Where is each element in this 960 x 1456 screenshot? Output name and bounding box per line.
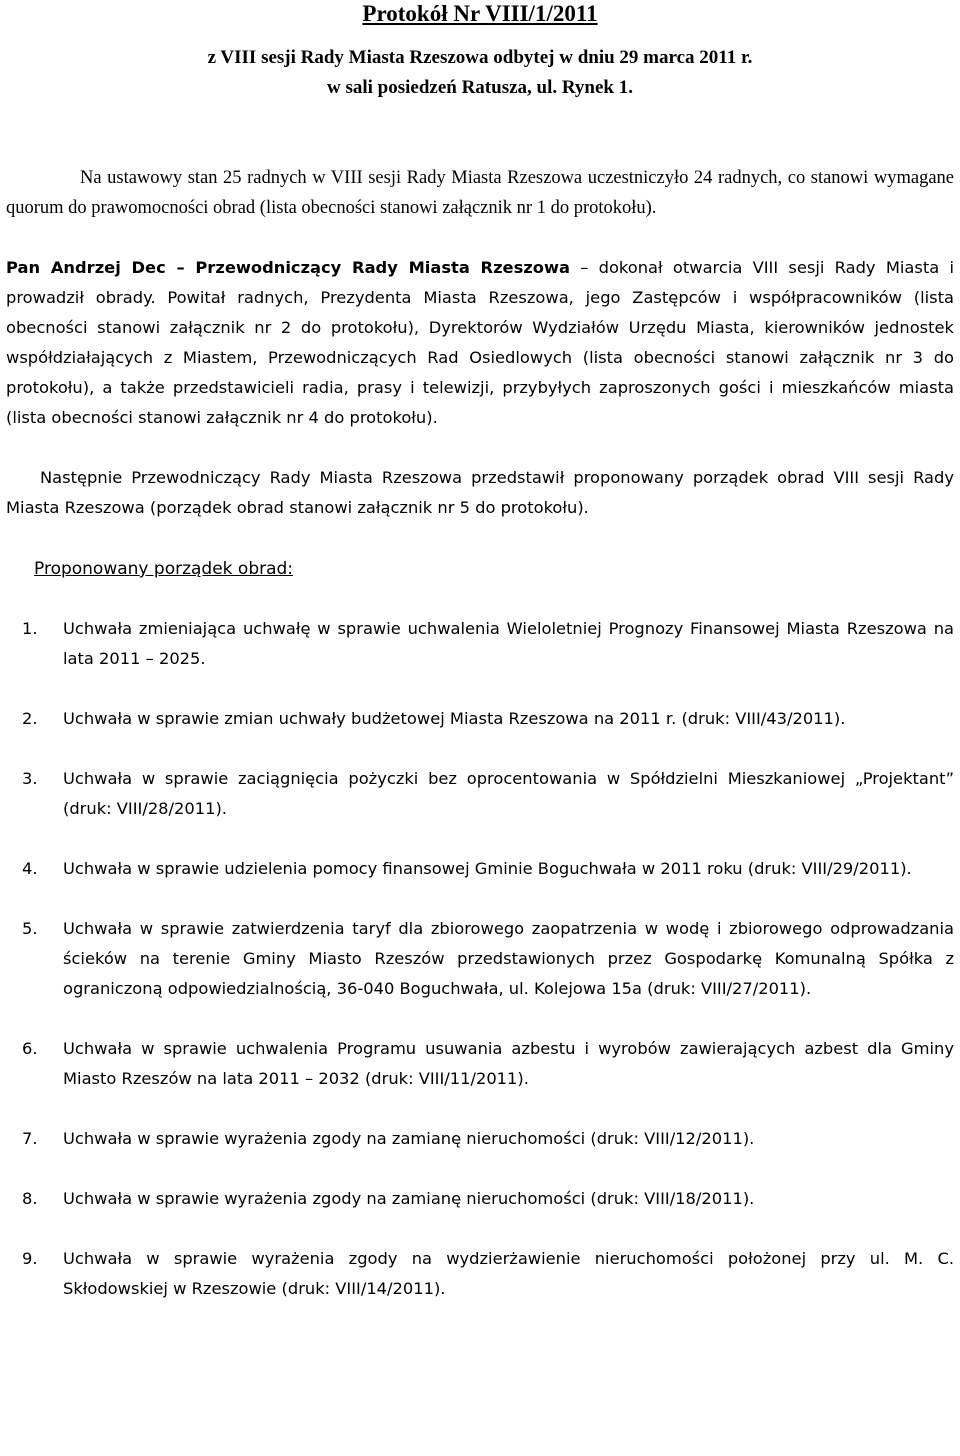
agenda-item	[6, 614, 954, 674]
agenda-item-text: Uchwała w sprawie zaciągnięcia pożyczki bez oprocentowania w Spółdzielni Mieszkaniowej „Projektant” (druk: VIII/28/2011).	[63, 769, 954, 818]
agenda-item	[6, 1244, 954, 1304]
agenda-item-number: 7.	[22, 1129, 38, 1148]
agenda-item	[6, 1034, 954, 1094]
agenda-item-number: 1.	[22, 619, 38, 638]
paragraph-agenda-intro: Następnie Przewodniczący Rady Miasta Rzeszowa przedstawił proponowany porządek obrad VIII sesji Rady Miasta Rzeszowa (porządek obrad stanowi załącznik nr 5 do protokołu).	[6, 468, 954, 517]
agenda-item-text: Uchwała w sprawie wyrażenia zgody na zamianę nieruchomości (druk: VIII/18/2011).	[63, 1189, 755, 1208]
agenda-item-number: 6.	[22, 1039, 38, 1058]
subtitle-line-2: w sali posiedzeń Ratusza, ul. Rynek 1.	[326, 77, 633, 98]
agenda-item-text: Uchwała w sprawie zatwierdzenia taryf dla zbiorowego zaopatrzenia w wodę i zbiorowego odprowadzania ścieków na terenie Gminy Miasto Rzeszów przedstawionych przez Gospodarkę Komunalną Spółka z ograniczoną odpowiedzialnością, 36-040 Boguchwała, ul. Kolejowa 15a (druk: VIII/27/2011).	[63, 919, 954, 998]
agenda-item-text: Uchwała zmieniająca uchwałę w sprawie uchwalenia Wieloletniej Prognozy Finansowej Miasta Rzeszowa na lata 2011 – 2025.	[63, 619, 954, 668]
agenda-list	[6, 614, 954, 1304]
agenda-item	[6, 914, 954, 1004]
document-title: Protokół Nr VIII/1/2011	[362, 1, 598, 26]
agenda-item-text: Uchwała w sprawie zmian uchwały budżetowej Miasta Rzeszowa na 2011 r. (druk: VIII/43/2011).	[63, 709, 846, 728]
agenda-item	[6, 704, 954, 734]
agenda-item-number: 4.	[22, 859, 38, 878]
subtitle-line-1: z VIII sesji Rady Miasta Rzeszowa odbytej w dniu 29 marca 2011 r.	[207, 47, 753, 68]
agenda-item-number: 8.	[22, 1189, 38, 1208]
agenda-item-number: 3.	[22, 769, 38, 788]
chairman-name: Pan Andrzej Dec – Przewodniczący Rady Miasta Rzeszowa	[6, 258, 570, 277]
paragraph-opening-text: – dokonał otwarcia VIII sesji Rady Miasta i prowadził obrady. Powitał radnych, Prezydenta Miasta Rzeszowa, jego Zastępców i współpracowników (lista obecności stanowi załącznik nr 2 do protokołu), Dyrektorów Wydziałów Urzędu Miasta, kierowników jednostek współdziałających z Miastem, Przewodniczących Rad Osiedlowych (lista obecności stanowi załącznik nr 3 do protokołu), a także przedstawicieli radia, prasy i telewizji, przybyłych zaproszonych gości i mieszkańców miasta (lista obecności stanowi załącznik nr 4 do protokołu).	[6, 258, 954, 427]
paragraph-quorum: Na ustawowy stan 25 radnych w VIII sesji Rady Miasta Rzeszowa uczestniczyło 24 radnych, co stanowi wymagane quorum do prawomocności obrad (lista obecności stanowi załącznik nr 1 do protokołu).	[6, 168, 954, 218]
agenda-item	[6, 1124, 954, 1154]
agenda-item-number: 2.	[22, 709, 38, 728]
agenda-heading: Proponowany porządek obrad:	[34, 559, 294, 579]
document-subtitle	[6, 43, 954, 103]
agenda-item-number: 9.	[22, 1249, 38, 1268]
agenda-item-text: Uchwała w sprawie wyrażenia zgody na wydzierżawienie nieruchomości położonej przy ul. M. C. Skłodowskiej w Rzeszowie (druk: VIII/14/2011).	[63, 1249, 954, 1298]
agenda-item-number: 5.	[22, 919, 38, 938]
agenda-item-text: Uchwała w sprawie udzielenia pomocy finansowej Gminie Boguchwała w 2011 roku (druk: VIII/29/2011).	[63, 859, 912, 878]
agenda-item-text: Uchwała w sprawie uchwalenia Programu usuwania azbestu i wyrobów zawierających azbest dla Gminy Miasto Rzeszów na lata 2011 – 2032 (druk: VIII/11/2011).	[63, 1039, 954, 1088]
agenda-item-text: Uchwała w sprawie wyrażenia zgody na zamianę nieruchomości (druk: VIII/12/2011).	[63, 1129, 755, 1148]
agenda-item	[6, 1184, 954, 1214]
paragraph-opening	[6, 253, 954, 433]
agenda-item	[6, 854, 954, 884]
agenda-item	[6, 764, 954, 824]
